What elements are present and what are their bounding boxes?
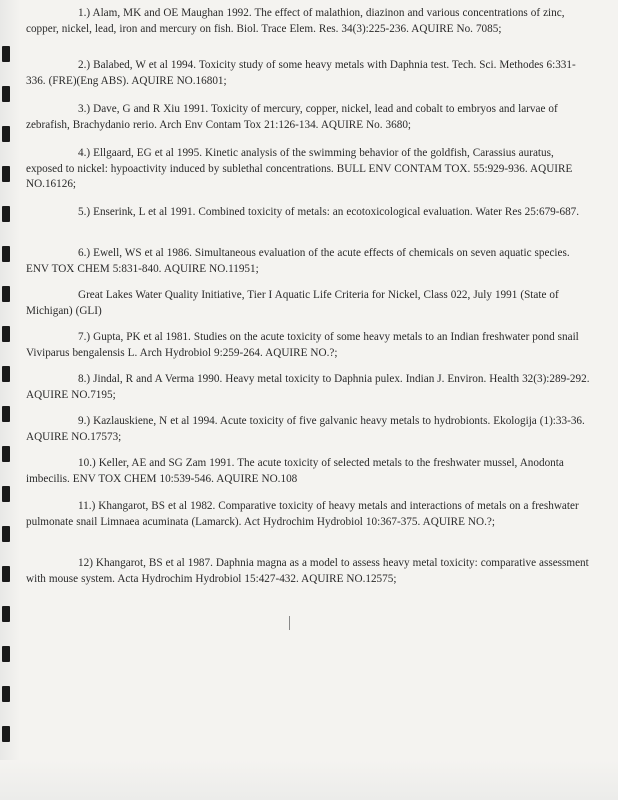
reference-entry: 2.) Balabed, W et al 1994. Toxicity study of some heavy metals with Daphnia test. Tech. Sci. Methodes 6:331-336. (FRE)(Eng ABS). AQUIRE NO.16801;	[26, 59, 576, 87]
reference-entry: 4.) Ellgaard, EG et al 1995. Kinetic analysis of the swimming behavior of the goldfish, Carassius auratus, exposed to nickel: hypoactivity induced by sublethal concentrations. BULL ENV CONTAM TOX. 55:929-936. AQUIRE NO.16126;	[26, 147, 573, 190]
reference-entry: 12) Khangarot, BS et al 1987. Daphnia magna as a model to assess heavy metal toxicity: comparative assessment with mouse system. Acta Hydrochim Hydrobiol 15:427-432. AQUIRE NO.12575;	[26, 557, 589, 585]
reference-entry: 9.) Kazlauskiene, N et al 1994. Acute toxicity of five galvanic heavy metals to hydrobionts. Ekologija (1):33-36. AQUIRE NO.17573;	[26, 415, 585, 443]
reference-entry: 3.) Dave, G and R Xiu 1991. Toxicity of mercury, copper, nickel, lead and cobalt to embryos and larvae of zebrafish, Brachydanio rerio. Arch Env Contam Tox 21:126-134. AQUIRE No. 3680;	[26, 103, 558, 131]
reference-entry: 10.) Keller, AE and SG Zam 1991. The acute toxicity of selected metals to the freshwater mussel, Anodonta imbecilis. ENV TOX CHEM 10:539-546. AQUIRE NO.108	[26, 457, 564, 485]
reference-entry: 11.) Khangarot, BS et al 1982. Comparative toxicity of heavy metals and interactions of metals on a freshwater pulmonate snail Limnaea acuminata (Lamarck). Act Hydrochim Hydrobiol 10:367-375. AQUIRE NO.?;	[26, 500, 579, 528]
reference-entry: 1.) Alam, MK and OE Maughan 1992. The effect of malathion, diazinon and various concentrations of zinc, copper, nickel, lead, iron and mercury on fish. Biol. Trace Elem. Res. 34(3):225-236. AQUIRE No. 7085;	[26, 7, 565, 35]
reference-entry: 6.) Ewell, WS et al 1986. Simultaneous evaluation of the acute effects of chemicals on seven aquatic species. ENV TOX CHEM 5:831-840. AQUIRE NO.11951;	[26, 247, 570, 275]
reference-entry: 8.) Jindal, R and A Verma 1990. Heavy metal toxicity to Daphnia pulex. Indian J. Environ. Health 32(3):289-292. AQUIRE NO.7195;	[26, 373, 590, 401]
reference-entry: Great Lakes Water Quality Initiative, Tier I Aquatic Life Criteria for Nickel, Class 022, July 1991 (State of Michigan) (GLI)	[26, 289, 559, 317]
reference-entry: 7.) Gupta, PK et al 1981. Studies on the acute toxicity of some heavy metals to an Indian freshwater pond snail Viviparus bengalensis L. Arch Hydrobiol 9:259-264. AQUIRE NO.?;	[26, 331, 579, 359]
reference-entry: 5.) Enserink, L et al 1991. Combined toxicity of metals: an ecotoxicological evaluation. Water Res 25:679-687.	[78, 206, 580, 218]
